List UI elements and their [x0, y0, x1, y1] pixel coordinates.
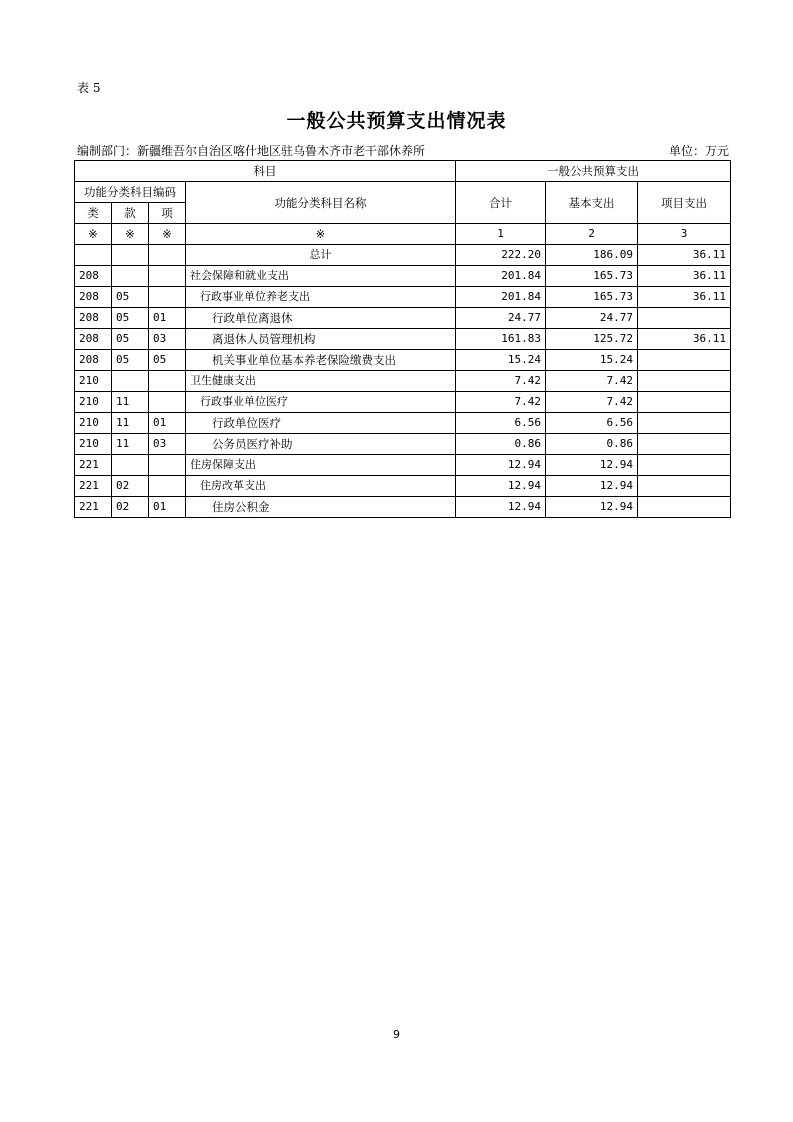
cell-total: 15.24 [456, 350, 546, 371]
cell-kuan: 02 [112, 497, 149, 518]
cell-basic: 6.56 [546, 413, 638, 434]
cell-basic: 15.24 [546, 350, 638, 371]
table-row [75, 413, 731, 434]
cell-kuan: 11 [112, 434, 149, 455]
table-row [75, 434, 731, 455]
cell-kuan: 11 [112, 392, 149, 413]
cell-total: 12.94 [456, 497, 546, 518]
cell-kuan: 05 [112, 350, 149, 371]
cell-xiang [149, 245, 186, 266]
cell-xiang: 03 [149, 329, 186, 350]
cell-total: 7.42 [456, 392, 546, 413]
department-label: 编制部门：新疆维吾尔自治区喀什地区驻乌鲁木齐市老干部休养所 [77, 144, 426, 158]
cell-lei: 208 [75, 329, 112, 350]
cell-basic: 12.94 [546, 455, 638, 476]
cell-basic: 7.42 [546, 392, 638, 413]
cell-name: 行政事业单位医疗 [186, 392, 456, 413]
col-index-1: 1 [456, 224, 546, 245]
cell-kuan: 11 [112, 413, 149, 434]
table-row [75, 455, 731, 476]
cell-total: 161.83 [456, 329, 546, 350]
cell-project: 36.11 [638, 266, 731, 287]
cell-kuan [112, 455, 149, 476]
cell-project [638, 308, 731, 329]
table-row [75, 287, 731, 308]
cell-name: 住房保障支出 [186, 455, 456, 476]
header-xiang: 项 [149, 203, 186, 224]
mark-name: ※ [186, 224, 456, 245]
cell-lei: 210 [75, 434, 112, 455]
cell-basic: 165.73 [546, 266, 638, 287]
cell-project [638, 476, 731, 497]
cell-name: 卫生健康支出 [186, 371, 456, 392]
cell-kuan [112, 371, 149, 392]
cell-basic: 165.73 [546, 287, 638, 308]
cell-basic: 125.72 [546, 329, 638, 350]
cell-basic: 186.09 [546, 245, 638, 266]
table-row [75, 308, 731, 329]
mark-xiang: ※ [149, 224, 186, 245]
cell-project [638, 350, 731, 371]
cell-xiang [149, 371, 186, 392]
cell-name: 离退休人员管理机构 [186, 329, 456, 350]
cell-name: 公务员医疗补助 [186, 434, 456, 455]
cell-project: 36.11 [638, 287, 731, 308]
header-total: 合计 [456, 182, 546, 224]
col-index-2: 2 [546, 224, 638, 245]
header-subject: 科目 [75, 161, 456, 182]
cell-basic: 24.77 [546, 308, 638, 329]
cell-xiang: 01 [149, 308, 186, 329]
header-lei: 类 [75, 203, 112, 224]
cell-name: 行政单位离退休 [186, 308, 456, 329]
cell-project [638, 392, 731, 413]
cell-total: 24.77 [456, 308, 546, 329]
cell-lei [75, 245, 112, 266]
cell-kuan: 05 [112, 329, 149, 350]
table-row [75, 329, 731, 350]
cell-lei: 221 [75, 497, 112, 518]
cell-total: 12.94 [456, 476, 546, 497]
cell-total: 0.86 [456, 434, 546, 455]
cell-project: 36.11 [638, 245, 731, 266]
table-row [75, 245, 731, 266]
cell-xiang: 05 [149, 350, 186, 371]
cell-xiang: 01 [149, 497, 186, 518]
cell-name: 行政事业单位养老支出 [186, 287, 456, 308]
cell-basic: 12.94 [546, 497, 638, 518]
header-project: 项目支出 [638, 182, 731, 224]
cell-name: 行政单位医疗 [186, 413, 456, 434]
col-index-3: 3 [638, 224, 731, 245]
cell-lei: 208 [75, 266, 112, 287]
cell-basic: 0.86 [546, 434, 638, 455]
header-basic: 基本支出 [546, 182, 638, 224]
cell-kuan [112, 266, 149, 287]
cell-name: 总计 [186, 245, 456, 266]
cell-lei: 208 [75, 287, 112, 308]
cell-kuan [112, 245, 149, 266]
page-title: 一般公共预算支出情况表 [286, 110, 507, 132]
header-func-code: 功能分类科目编码 [75, 182, 186, 203]
cell-total: 201.84 [456, 266, 546, 287]
header-func-name: 功能分类科目名称 [186, 182, 456, 224]
cell-lei: 208 [75, 308, 112, 329]
cell-xiang: 01 [149, 413, 186, 434]
table-row [75, 266, 731, 287]
cell-total: 7.42 [456, 371, 546, 392]
cell-xiang: 03 [149, 434, 186, 455]
page-number: 9 [393, 1028, 400, 1041]
cell-xiang [149, 392, 186, 413]
table-row [75, 392, 731, 413]
header-general-budget: 一般公共预算支出 [456, 161, 731, 182]
cell-project [638, 371, 731, 392]
table-label: 表 5 [77, 81, 101, 95]
table-row [75, 497, 731, 518]
cell-name: 社会保障和就业支出 [186, 266, 456, 287]
cell-lei: 221 [75, 476, 112, 497]
cell-total: 12.94 [456, 455, 546, 476]
cell-total: 201.84 [456, 287, 546, 308]
cell-project: 36.11 [638, 329, 731, 350]
cell-total: 222.20 [456, 245, 546, 266]
cell-lei: 210 [75, 413, 112, 434]
cell-lei: 208 [75, 350, 112, 371]
cell-project [638, 455, 731, 476]
mark-lei: ※ [75, 224, 112, 245]
unit-label: 单位：万元 [668, 144, 729, 158]
cell-kuan: 02 [112, 476, 149, 497]
table-row [75, 476, 731, 497]
cell-lei: 210 [75, 371, 112, 392]
cell-basic: 7.42 [546, 371, 638, 392]
cell-name: 住房公积金 [186, 497, 456, 518]
mark-kuan: ※ [112, 224, 149, 245]
cell-xiang [149, 476, 186, 497]
budget-table [74, 160, 731, 518]
header-kuan: 款 [112, 203, 149, 224]
cell-name: 机关事业单位基本养老保险缴费支出 [186, 350, 456, 371]
cell-lei: 221 [75, 455, 112, 476]
cell-xiang [149, 266, 186, 287]
cell-xiang [149, 455, 186, 476]
cell-project [638, 497, 731, 518]
cell-name: 住房改革支出 [186, 476, 456, 497]
cell-lei: 210 [75, 392, 112, 413]
cell-project [638, 413, 731, 434]
cell-basic: 12.94 [546, 476, 638, 497]
cell-total: 6.56 [456, 413, 546, 434]
cell-project [638, 434, 731, 455]
cell-xiang [149, 287, 186, 308]
table-row [75, 371, 731, 392]
table-row [75, 350, 731, 371]
cell-kuan: 05 [112, 308, 149, 329]
cell-kuan: 05 [112, 287, 149, 308]
